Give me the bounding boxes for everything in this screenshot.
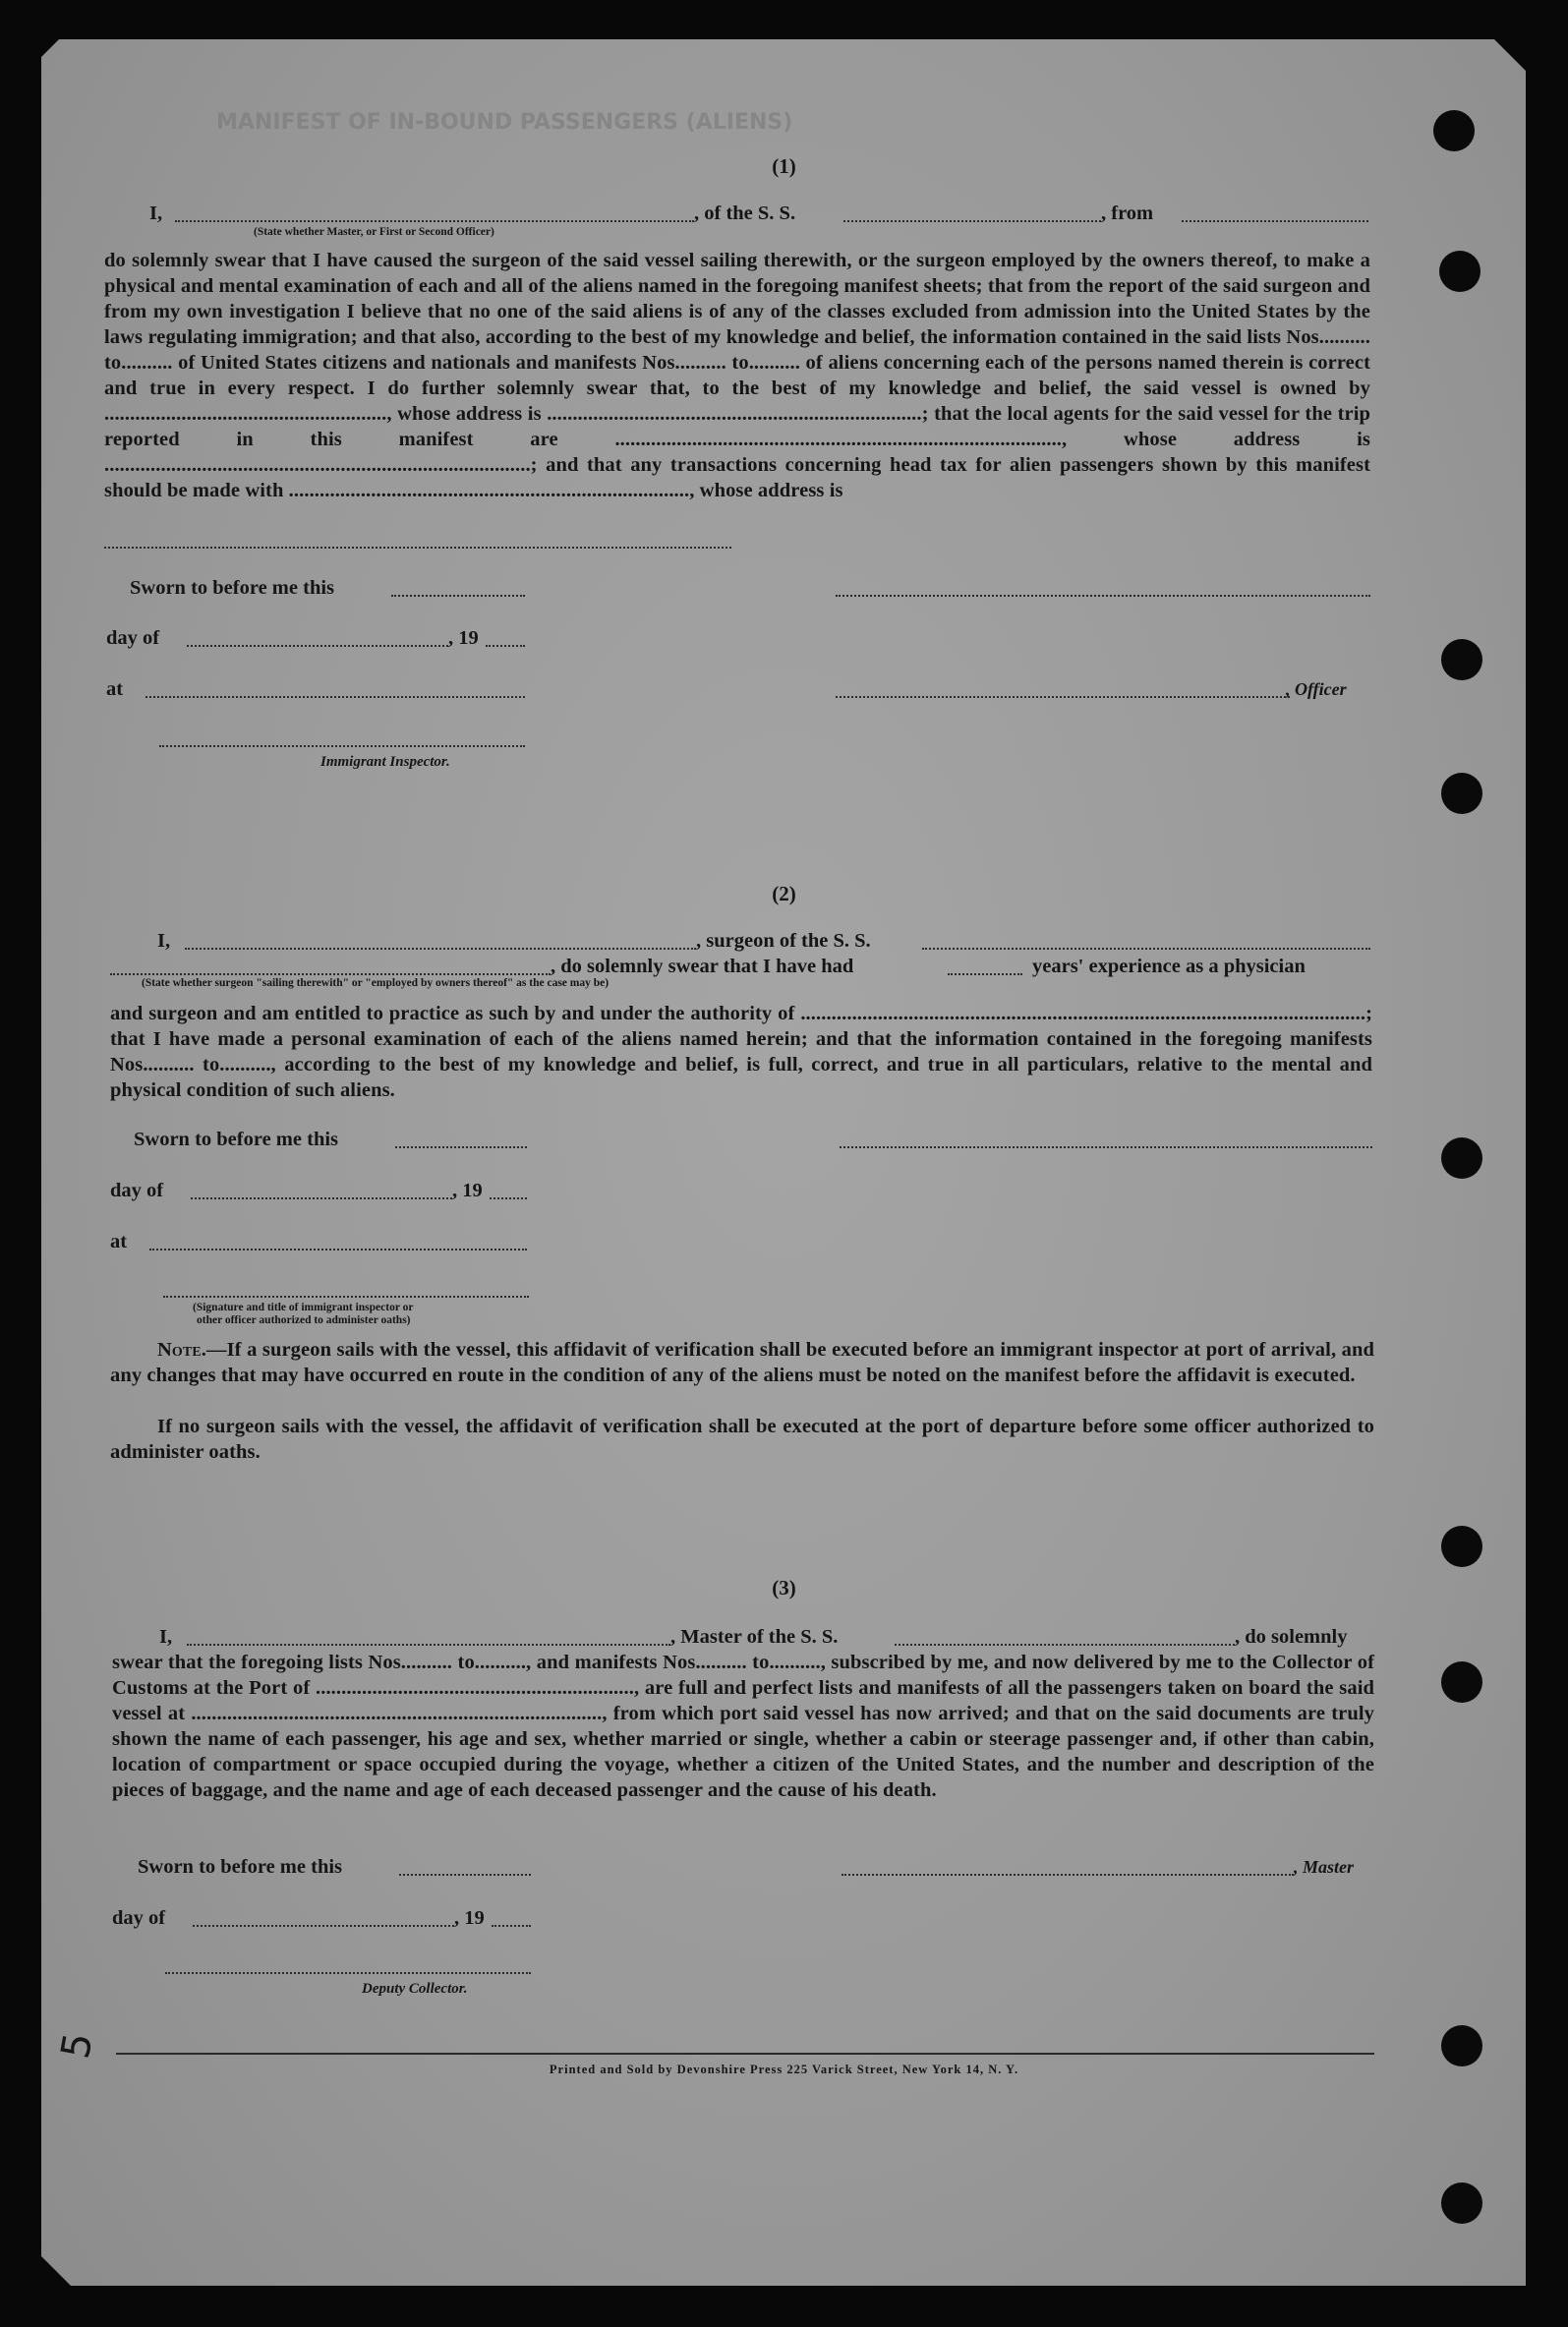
blank-field[interactable]: [145, 696, 525, 698]
blank-field[interactable]: [149, 1249, 527, 1251]
blank-field[interactable]: [843, 220, 1101, 222]
oath-body: swear that the foregoing lists Nos.......... to.........., and manifests Nos.......... to.........., subscribed by me, and now delivered by me to the Collector of Customs at the Port of .............................................................., are full and perfect lists and manifests of all the passengers taken on board the said vessel at ................................................................................, from which port said vessel has now arrived; and that on the said documents are truly shown the name of each passenger, his age and sex, whether married or single, whether a cabin or steerage passenger and, if other than cabin, location of compartment or space occupied during the voyage, whether a citizen of the United States, and the number and description of the pieces of baggage, and the name and age of each deceased passenger and the cause of his death.: [112, 1652, 1374, 1801]
signature-line[interactable]: [836, 595, 1370, 597]
sworn-label: Sworn to before me this: [138, 1856, 343, 1878]
master-label: , Master of the S. S.: [670, 1626, 839, 1648]
year-label: , 19: [448, 627, 479, 649]
oath-prefix: I,: [157, 930, 171, 952]
field-note: (State whether surgeon "sailing therewith" or "employed by owners thereof" as the case may be): [142, 977, 610, 989]
section-number: (1): [772, 154, 796, 178]
blank-field[interactable]: [187, 1644, 670, 1646]
blank-field[interactable]: [395, 1146, 527, 1148]
oath-prefix: I,: [149, 203, 163, 224]
signature-line[interactable]: [159, 745, 525, 747]
sworn-label: Sworn to before me this: [134, 1129, 339, 1150]
signature-line[interactable]: [836, 696, 1290, 698]
vessel-label: , of the S. S.: [694, 203, 796, 224]
field-note: (State whether Master, or First or Second Officer): [254, 226, 494, 238]
footer-rule: [116, 2053, 1374, 2055]
at-label: at: [106, 678, 124, 700]
signature-line[interactable]: [842, 1874, 1294, 1876]
blank-field[interactable]: [490, 1197, 527, 1199]
blank-field[interactable]: [1182, 220, 1368, 222]
blank-field[interactable]: [486, 645, 525, 647]
note-paragraph: [110, 1337, 1374, 1388]
solemnly-label: , do solemnly: [1235, 1626, 1348, 1648]
blank-field[interactable]: [399, 1874, 531, 1876]
surgeon-label: , surgeon of the S. S.: [696, 930, 871, 952]
blank-field[interactable]: [193, 1925, 454, 1927]
blank-field[interactable]: [895, 1644, 1235, 1646]
signature-line[interactable]: [163, 1296, 529, 1298]
collector-label: Deputy Collector.: [362, 1981, 468, 1997]
master-title: , Master: [1294, 1857, 1355, 1877]
sworn-label: Sworn to before me this: [130, 577, 335, 599]
blank-field[interactable]: [191, 1197, 452, 1199]
from-label: , from: [1101, 203, 1154, 224]
at-label: at: [110, 1231, 128, 1252]
note-label: Note.: [157, 1339, 206, 1361]
note-paragraph: If no surgeon sails with the vessel, the affidavit of verification shall be executed at the port of departure before some officer authorized to administer oaths.: [110, 1416, 1374, 1463]
signature-note: (Signature and title of immigrant inspector or: [193, 1302, 414, 1313]
blank-field[interactable]: [492, 1925, 531, 1927]
signature-line[interactable]: [840, 1146, 1372, 1148]
note-text: —If a surgeon sails with the vessel, this affidavit of verification shall be executed before an immigrant inspector at port of arrival, and any changes that may have occurred en route in the condition of any of the aliens must be noted on the manifest before the affidavit is executed.: [110, 1339, 1374, 1386]
faint-header: MANIFEST OF IN-BOUND PASSENGERS (ALIENS): [216, 110, 793, 135]
signature-line[interactable]: [165, 1972, 531, 1974]
blank-field[interactable]: [104, 547, 731, 549]
oath-prefix: I,: [159, 1626, 173, 1648]
day-label: day of: [106, 627, 160, 649]
years-label: years' experience as a physician: [1032, 956, 1306, 977]
blank-field[interactable]: [185, 948, 696, 950]
oath-body: do solemnly swear that I have caused the surgeon of the said vessel sailing therewith, or the surgeon employed by the owners thereof, to make a physical and mental examination of each and all of the aliens named in the foregoing manifest sheets; that from the report of the said surgeon and from my own investigation I believe that no one of the said aliens is of any of the classes excluded from admission into the United States by the laws regulating immigration; and that also, according to the best of my knowledge and belief, the information contained in the said lists Nos.......... to.......... of United States citizens and nationals and manifests Nos.......... to.......... of aliens concerning each of the persons named therein is correct and true in every respect. I do further solemnly swear that, to the best of my knowledge and belief, the said vessel is owned by ......................................................., whose address is .........................................................................; that the local agents for the said vessel for the trip reported in this manifest are ......................................................................................., whose address is ...................................................................................; and that any transactions concerning head tax for alien passengers shown by this manifest should be made with .............................................................................., whose address is: [104, 250, 1370, 501]
day-label: day of: [110, 1180, 164, 1201]
day-label: day of: [112, 1907, 166, 1929]
blank-field[interactable]: [110, 973, 551, 975]
signature-note: other officer authorized to administer oaths): [197, 1314, 411, 1326]
handwritten-mark: 5: [52, 2029, 102, 2063]
blank-field[interactable]: [391, 595, 525, 597]
blank-field[interactable]: [922, 948, 1370, 950]
inspector-label: Immigrant Inspector.: [320, 754, 450, 770]
year-label: , 19: [454, 1907, 485, 1929]
printer-imprint: Printed and Sold by Devonshire Press 225 Varick Street, New York 14, N. Y.: [549, 2063, 1019, 2076]
blank-field[interactable]: [175, 220, 694, 222]
section-number: (2): [772, 882, 796, 905]
year-label: , 19: [452, 1180, 483, 1201]
swear-label: , do solemnly swear that I have had: [551, 956, 854, 977]
section-number: (3): [772, 1576, 796, 1600]
officer-label: , Officer: [1286, 679, 1347, 699]
blank-field[interactable]: [187, 645, 448, 647]
oath-body: and surgeon and am entitled to practice as such by and under the authority of ..............................................................................................................; that I have made a personal examination of each of the aliens named herein; and that the information contained in the foregoing manifests Nos.......... to.........., according to the best of my knowledge and belief, is full, correct, and true in all particulars, relative to the mental and physical condition of such aliens.: [110, 1003, 1372, 1101]
blank-field[interactable]: [948, 973, 1022, 975]
